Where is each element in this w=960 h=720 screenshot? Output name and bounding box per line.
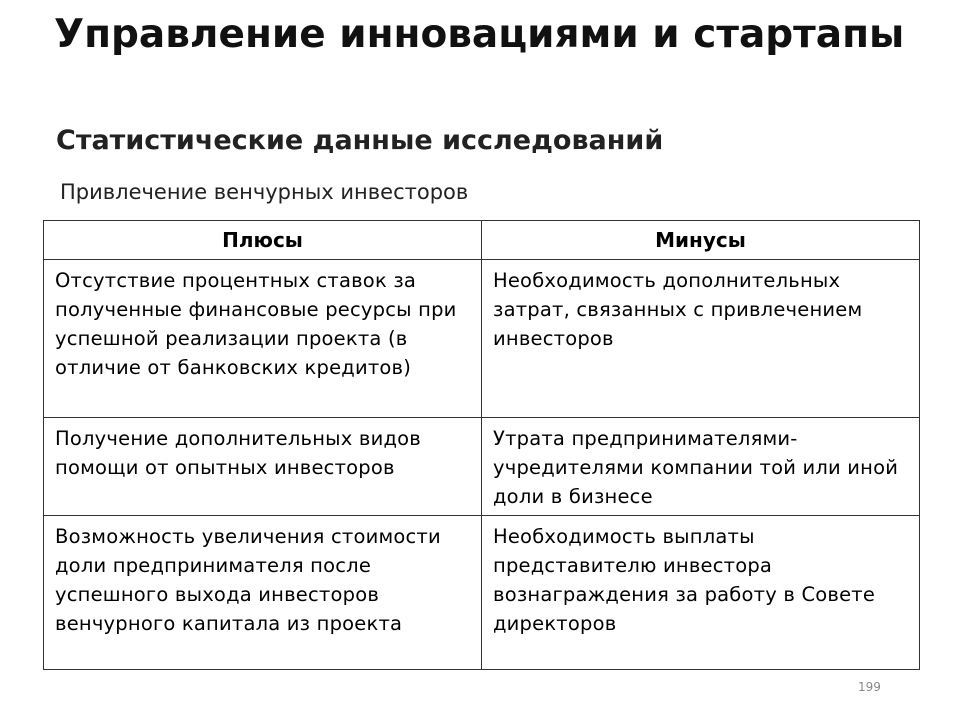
cons-cell: Необходимость дополнительных затрат, связанных с привлечением инвесторов xyxy=(482,260,920,418)
slide-title: Управление инновациями и стартапы xyxy=(54,12,905,57)
pros-cell: Возможность увеличения стоимости доли предпринимателя после успешного выхода инвесторов венчурного капитала из проекта xyxy=(44,516,482,670)
cons-cell: Необходимость выплаты представителю инвестора вознаграждения за работу в Совете директоров xyxy=(482,516,920,670)
pros-cell: Получение дополнительных видов помощи от опытных инвесторов xyxy=(44,418,482,516)
table-caption: Привлечение венчурных инвесторов xyxy=(60,180,469,204)
table-row xyxy=(44,516,920,670)
table-row xyxy=(44,260,920,418)
cons-cell: Утрата предпринимателями-учредителями компании той или иной доли в бизнесе xyxy=(482,418,920,516)
table-row xyxy=(44,418,920,516)
table-header-row xyxy=(44,221,920,260)
page-number: 199 xyxy=(858,680,881,694)
pros-cons-table xyxy=(43,220,920,670)
header-pros: Плюсы xyxy=(44,221,482,260)
pros-cell: Отсутствие процентных ставок за полученные финансовые ресурсы при успешной реализации проекта (в отличие от банковских кредитов) xyxy=(44,260,482,418)
slide-subtitle: Статистические данные исследований xyxy=(56,125,664,156)
header-cons: Минусы xyxy=(482,221,920,260)
